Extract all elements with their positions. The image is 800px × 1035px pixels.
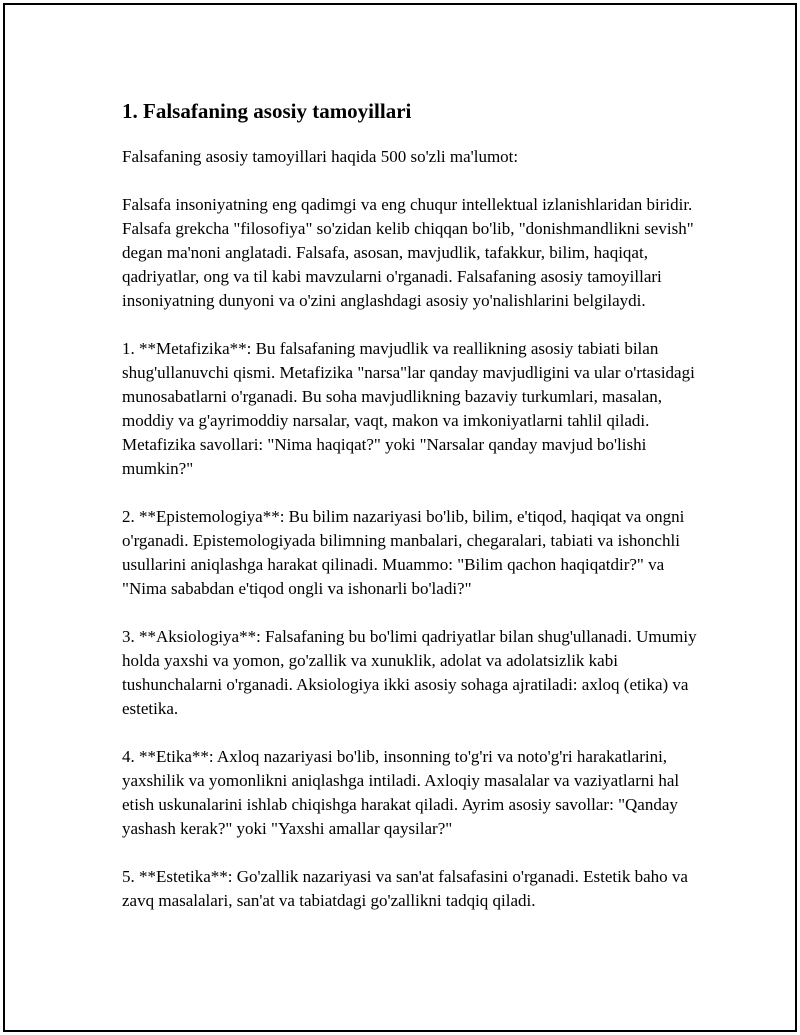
paragraph-ethics: 4. **Etika**: Axloq nazariyasi bo'lib, insonning to'g'ri va noto'g'ri harakatlarini, yaxshilik va yomonlikni aniqlashga intiladi. Axloqiy masalalar va vaziyatlarni hal etish uskunalarini ishlab chiqishga harakat qiladi. Ayrim asosiy savollar: "Qanday yashash kerak?" yoki "Yaxshi amallar qaysilar?"	[122, 747, 680, 838]
page-title: 1. Falsafaning asosiy tamoyillari	[122, 99, 412, 123]
page-frame	[3, 3, 797, 1032]
paragraph-overview: Falsafa insoniyatning eng qadimgi va eng chuqur intellektual izlanishlaridan biridir. Falsafa grekcha "filosofiya" so'zidan kelib chiqqan bo'lib, "donishmandlikni sevish" degan ma'noni anglatadi. Falsafa, asosan, mavjudlik, tafakkur, bilim, haqiqat, qadriyatlar, ong va til kabi mavzularni o'rganadi. Falsafaning asosiy tamoyillari insoniyatning dunyoni va o'zini anglashdagi asosiy yo'nalishlarini belgilaydi.	[122, 195, 694, 310]
document-body	[122, 97, 697, 913]
paragraph-metaphysics: 1. **Metafizika**: Bu falsafaning mavjudlik va reallikning asosiy tabiati bilan shug'ullanuvchi qismi. Metafizika "narsa"lar qanday mavjudligini va ular o'rtasidagi munosabatlarni o'rganadi. Bu soha mavjudlikning bazaviy turkumlari, masalan, moddiy va g'ayrimoddiy narsalar, vaqt, makon va imkoniyatlarni tahlil qiladi. Metafizika savollari: "Nima haqiqat?" yoki "Narsalar qanday mavjud bo'lishi mumkin?"	[122, 339, 695, 478]
intro-line: Falsafaning asosiy tamoyillari haqida 500 so'zli ma'lumot:	[122, 147, 519, 166]
paragraph-aesthetics: 5. **Estetika**: Go'zallik nazariyasi va san'at falsafasini o'rganadi. Estetik baho va zavq masalalari, san'at va tabiatdagi go'zallikni tadqiq qiladi.	[122, 867, 688, 910]
paragraph-epistemology: 2. **Epistemologiya**: Bu bilim nazariyasi bo'lib, bilim, e'tiqod, haqiqat va ongni o'rganadi. Epistemologiyada bilimning manbalari, chegaralari, tabiati va ishonchli usullarini aniqlashga harakat qilinadi. Muammo: "Bilim qachon haqiqatdir?" va "Nima sababdan e'tiqod ongli va ishonarli bo'ladi?"	[122, 507, 685, 598]
paragraph-axiology: 3. **Aksiologiya**: Falsafaning bu bo'limi qadriyatlar bilan shug'ullanadi. Umumiy holda yaxshi va yomon, go'zallik va xunuklik, adolat va adolatsizlik kabi tushunchalarni o'rganadi. Aksiologiya ikki asosiy sohaga ajratiladi: axloq (etika) va estetika.	[122, 627, 697, 718]
